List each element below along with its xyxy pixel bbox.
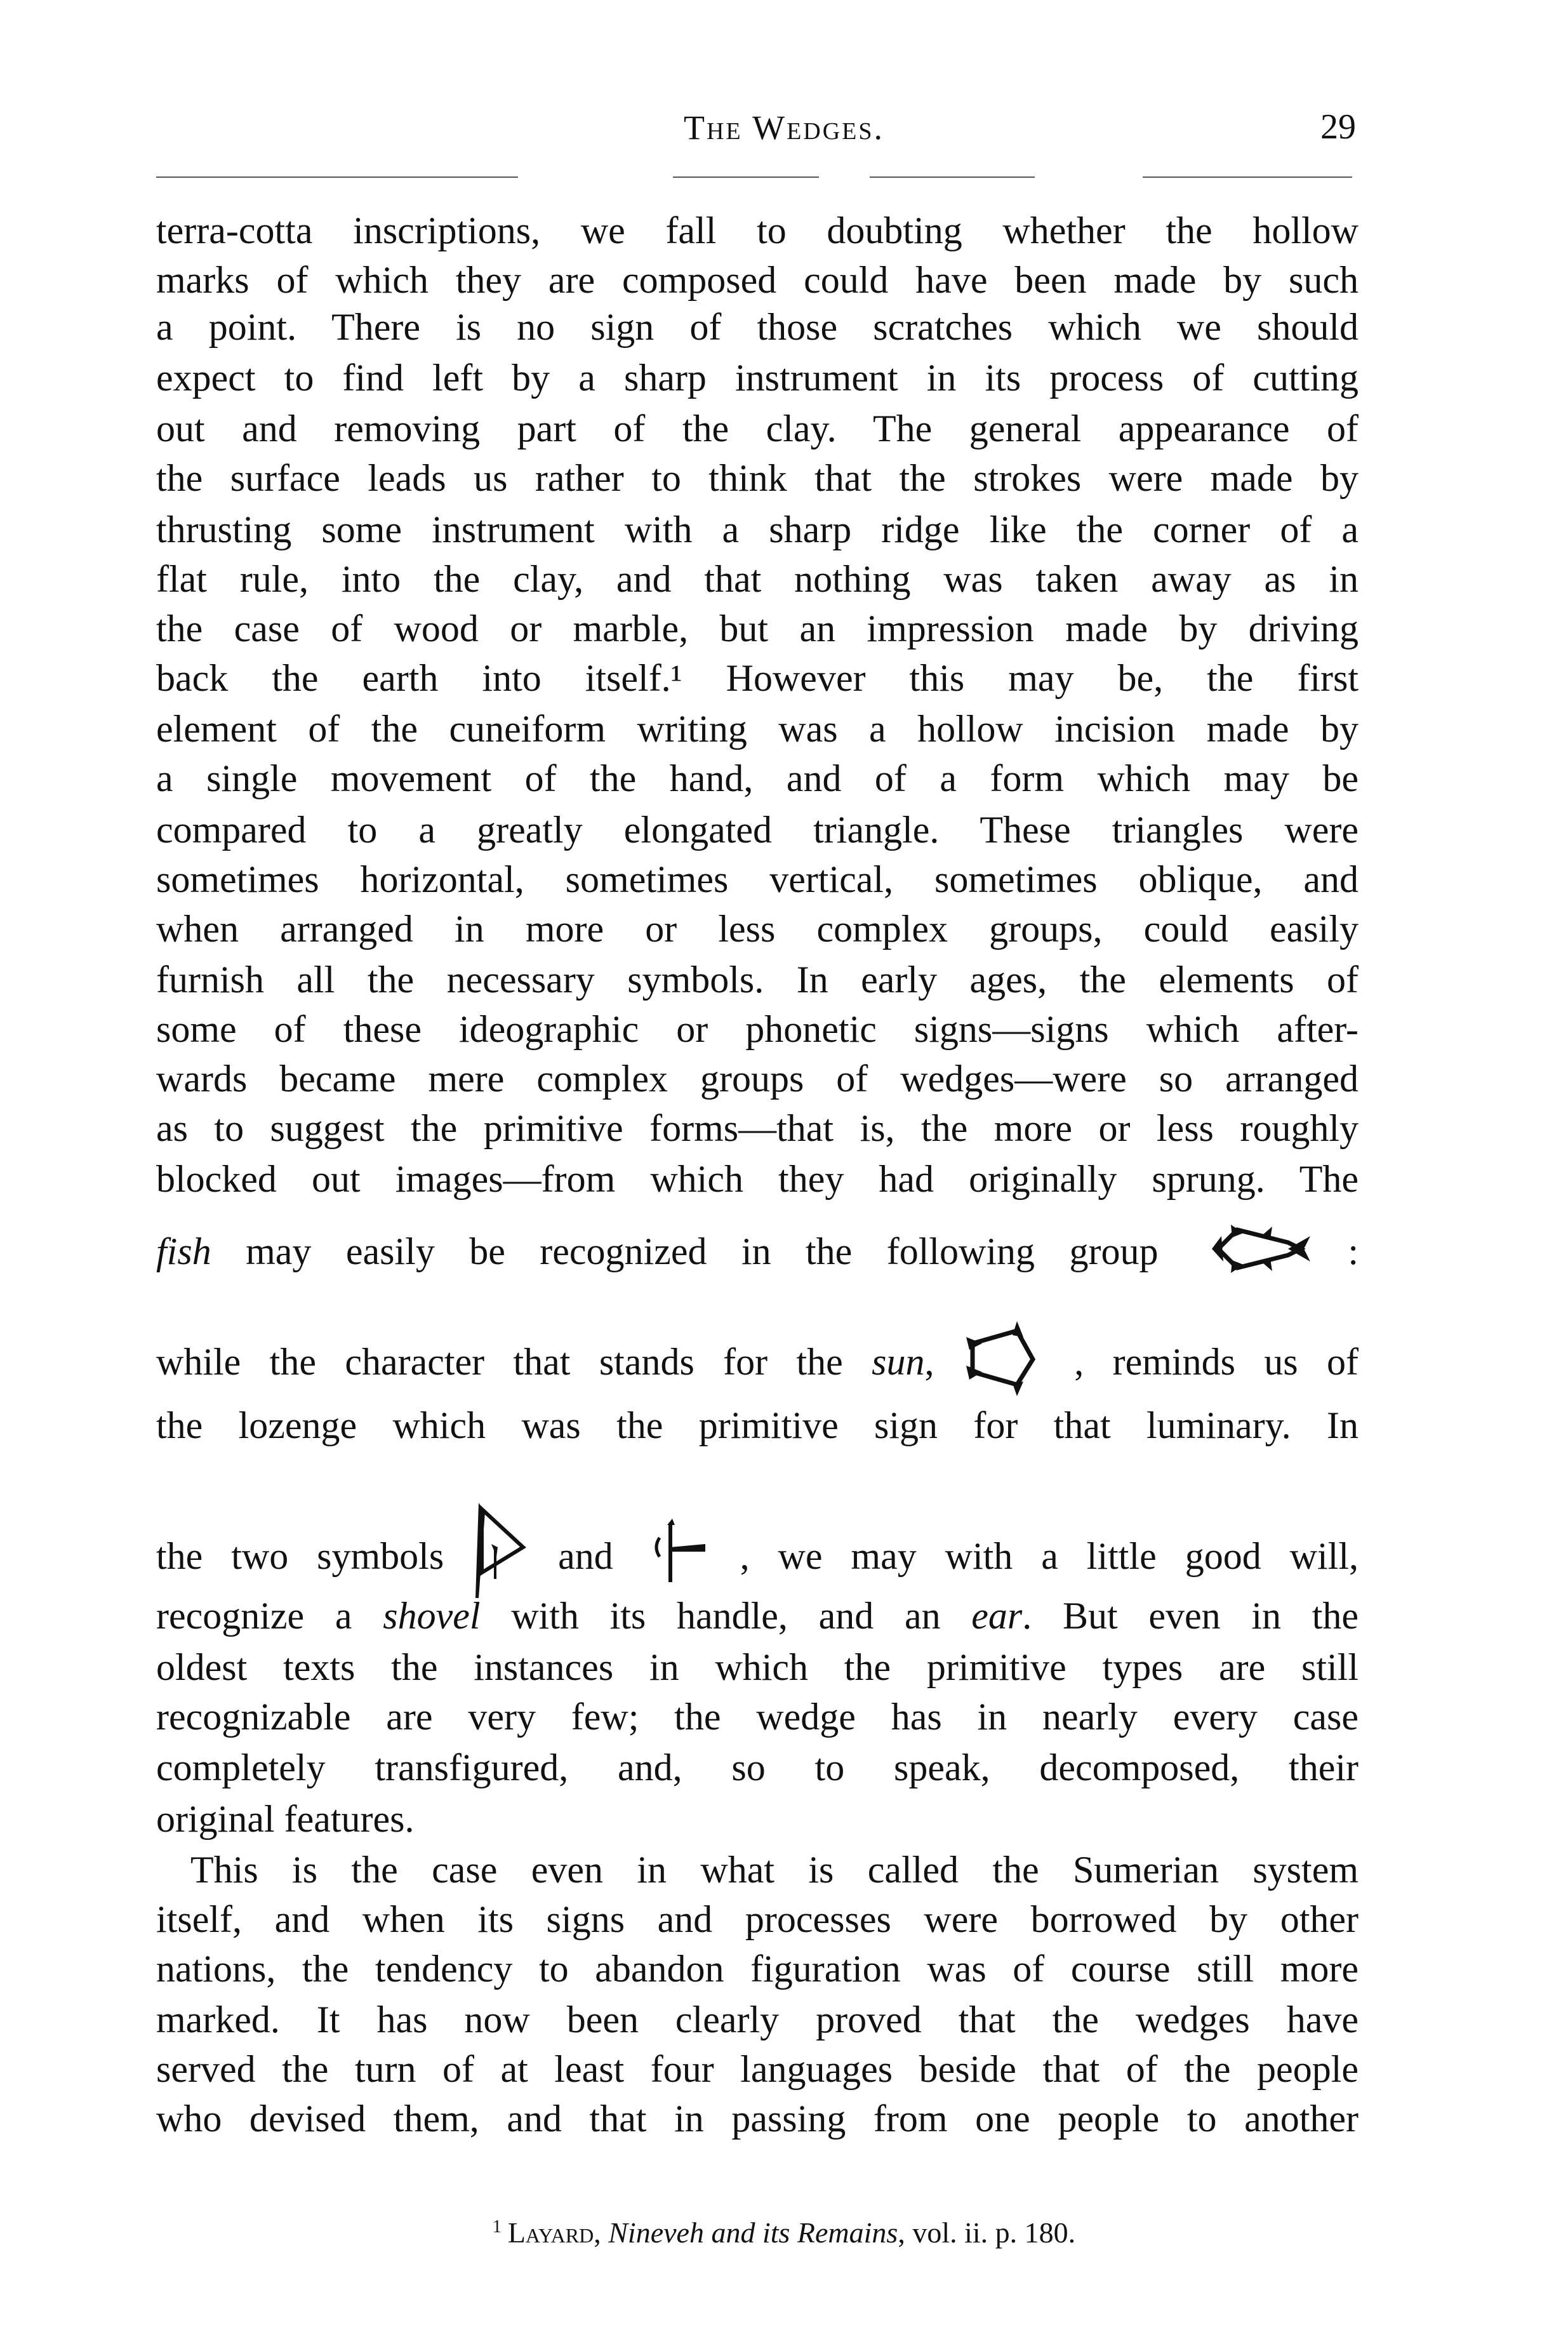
text-line <box>156 1944 1359 1994</box>
footnote <box>0 2216 1568 2249</box>
text-segment: completely transfigured, and, so to speak, decomposed, their <box>156 1747 1359 1789</box>
italic-word: fish <box>156 1230 211 1272</box>
page-number: 29 <box>1320 107 1356 147</box>
sun-sign-icon <box>963 1321 1046 1410</box>
text-segment: itself, and when its signs and processes were borrowed by other <box>156 1898 1359 1940</box>
text-segment: , reminds us of <box>1045 1340 1359 1383</box>
text-line <box>156 1743 1359 1793</box>
text-line <box>156 505 1359 555</box>
text-segment: who devised them, and that in passing from one people to another <box>156 2098 1359 2140</box>
text-line <box>156 754 1359 804</box>
text-segment: This is the case even in what is called the Sumerian system <box>190 1848 1359 1891</box>
text-line <box>156 1154 1359 1204</box>
text-line <box>156 653 1359 703</box>
text-line <box>156 604 1359 654</box>
text-segment: . But even in the <box>1022 1595 1359 1637</box>
fish-sign-icon <box>1193 1223 1313 1287</box>
text-line <box>156 554 1359 604</box>
text-line <box>156 2044 1359 2094</box>
text-line <box>156 1895 1359 1945</box>
text-line <box>156 904 1359 954</box>
text-line <box>156 1642 1359 1693</box>
ear-sign-icon <box>642 1519 712 1601</box>
text-line <box>156 1995 1359 2045</box>
text-line <box>156 353 1359 403</box>
text-line <box>156 404 1359 454</box>
text-segment: wards became mere complex groups of wedges—were so arranged <box>156 1058 1359 1100</box>
text-segment: the case of wood or marble, but an impression made by driving <box>156 607 1359 649</box>
text-segment: , <box>924 1340 963 1383</box>
text-line <box>156 206 1359 256</box>
text-segment: thrusting some instrument with a sharp ridge like the corner of a <box>156 508 1359 550</box>
text-line <box>156 1321 1359 1383</box>
text-line <box>156 1591 1359 1641</box>
footnote-marker: 1 <box>492 2216 502 2237</box>
text-line <box>156 453 1359 503</box>
header-rule <box>156 176 518 178</box>
text-segment: : <box>1313 1230 1359 1272</box>
text-line <box>190 1845 1359 1895</box>
text-segment: furnish all the necessary symbols. In early ages, the elements of <box>156 959 1359 1001</box>
text-line <box>156 1103 1359 1154</box>
text-segment: served the turn of at least four languages beside that of the people <box>156 2048 1359 2091</box>
text-segment: a point. There is no sign of those scratches which we should <box>156 305 1359 348</box>
footnote-author: Layard <box>507 2216 594 2249</box>
text-segment: while the character that stands for the <box>156 1340 872 1383</box>
text-line <box>156 255 1359 305</box>
text-line <box>156 1004 1359 1055</box>
italic-word: shovel <box>383 1595 481 1637</box>
text-line <box>156 1692 1359 1742</box>
text-segment: terra-cotta inscriptions, we fall to doubting whether the hollow <box>156 210 1359 252</box>
text-segment: the surface leads us rather to think that the strokes were made by <box>156 457 1359 500</box>
text-segment: with its handle, and an <box>480 1595 972 1637</box>
text-segment: flat rule, into the clay, and that nothing was taken away as in <box>156 557 1359 600</box>
text-segment: marks of which they are composed could have been made by such <box>156 259 1359 302</box>
text-segment: sometimes horizontal, sometimes vertical, sometimes oblique, and <box>156 858 1359 900</box>
text-segment: as to suggest the primitive forms—that is, the more or less roughly <box>156 1107 1359 1150</box>
text-line <box>156 704 1359 754</box>
text-segment: element of the cuneiform writing was a hollow incision made by <box>156 708 1359 750</box>
footnote-separator: , <box>594 2216 609 2249</box>
text-segment: blocked out images—from which they had originally sprung. The <box>156 1158 1359 1201</box>
text-segment: nations, the tendency to abandon figuration was of course still more <box>156 1947 1359 1990</box>
text-segment: some of these ideographic or phonetic signs—signs which after- <box>156 1008 1359 1051</box>
text-segment: back the earth into itself.¹ However this may be, the first <box>156 656 1359 699</box>
text-segment: a single movement of the hand, and of a form which may be <box>156 757 1359 800</box>
text-line <box>156 955 1359 1005</box>
running-header: The Wedges. <box>683 109 885 147</box>
text-segment: when arranged in more or less complex groups, could easily <box>156 907 1359 950</box>
header-rule <box>673 176 819 178</box>
text-segment: , we may with a little good will, <box>711 1535 1359 1577</box>
text-line <box>156 805 1359 855</box>
text-segment: original features. <box>156 1797 415 1840</box>
text-segment: oldest texts the instances in which the primitive types are still <box>156 1646 1359 1688</box>
text-line <box>156 855 1359 905</box>
text-line <box>156 1054 1359 1104</box>
text-segment: expect to find left by a sharp instrument in its process of cutting <box>156 357 1359 399</box>
text-segment: recognizable are very few; the wedge has in nearly every case <box>156 1695 1359 1738</box>
italic-word: ear <box>971 1595 1023 1637</box>
text-line <box>156 1503 1359 1577</box>
text-segment: and <box>529 1535 642 1577</box>
text-segment: the lozenge which was the primitive sign for that luminary. In <box>156 1404 1359 1447</box>
text-segment: may easily be recognized in the following group <box>211 1230 1193 1272</box>
footnote-citation: , vol. ii. p. 180. <box>898 2216 1076 2249</box>
text-segment: compared to a greatly elongated triangle. These triangles were <box>156 808 1359 851</box>
italic-word: sun <box>872 1340 925 1383</box>
text-line <box>156 1794 1359 1844</box>
text-segment: the two symbols <box>156 1535 473 1577</box>
header-rule <box>870 176 1035 178</box>
header-rule <box>1143 176 1352 178</box>
text-segment: out and removing part of the clay. The general appearance of <box>156 408 1359 450</box>
text-line <box>156 302 1359 352</box>
text-segment: marked. It has now been clearly proved that the wedges have <box>156 1999 1359 2041</box>
footnote-title: Nineveh and its Remains <box>608 2216 898 2249</box>
text-line <box>156 1401 1359 1451</box>
text-line <box>156 2094 1359 2144</box>
text-line <box>156 1223 1359 1274</box>
text-segment: recognize a <box>156 1595 383 1637</box>
